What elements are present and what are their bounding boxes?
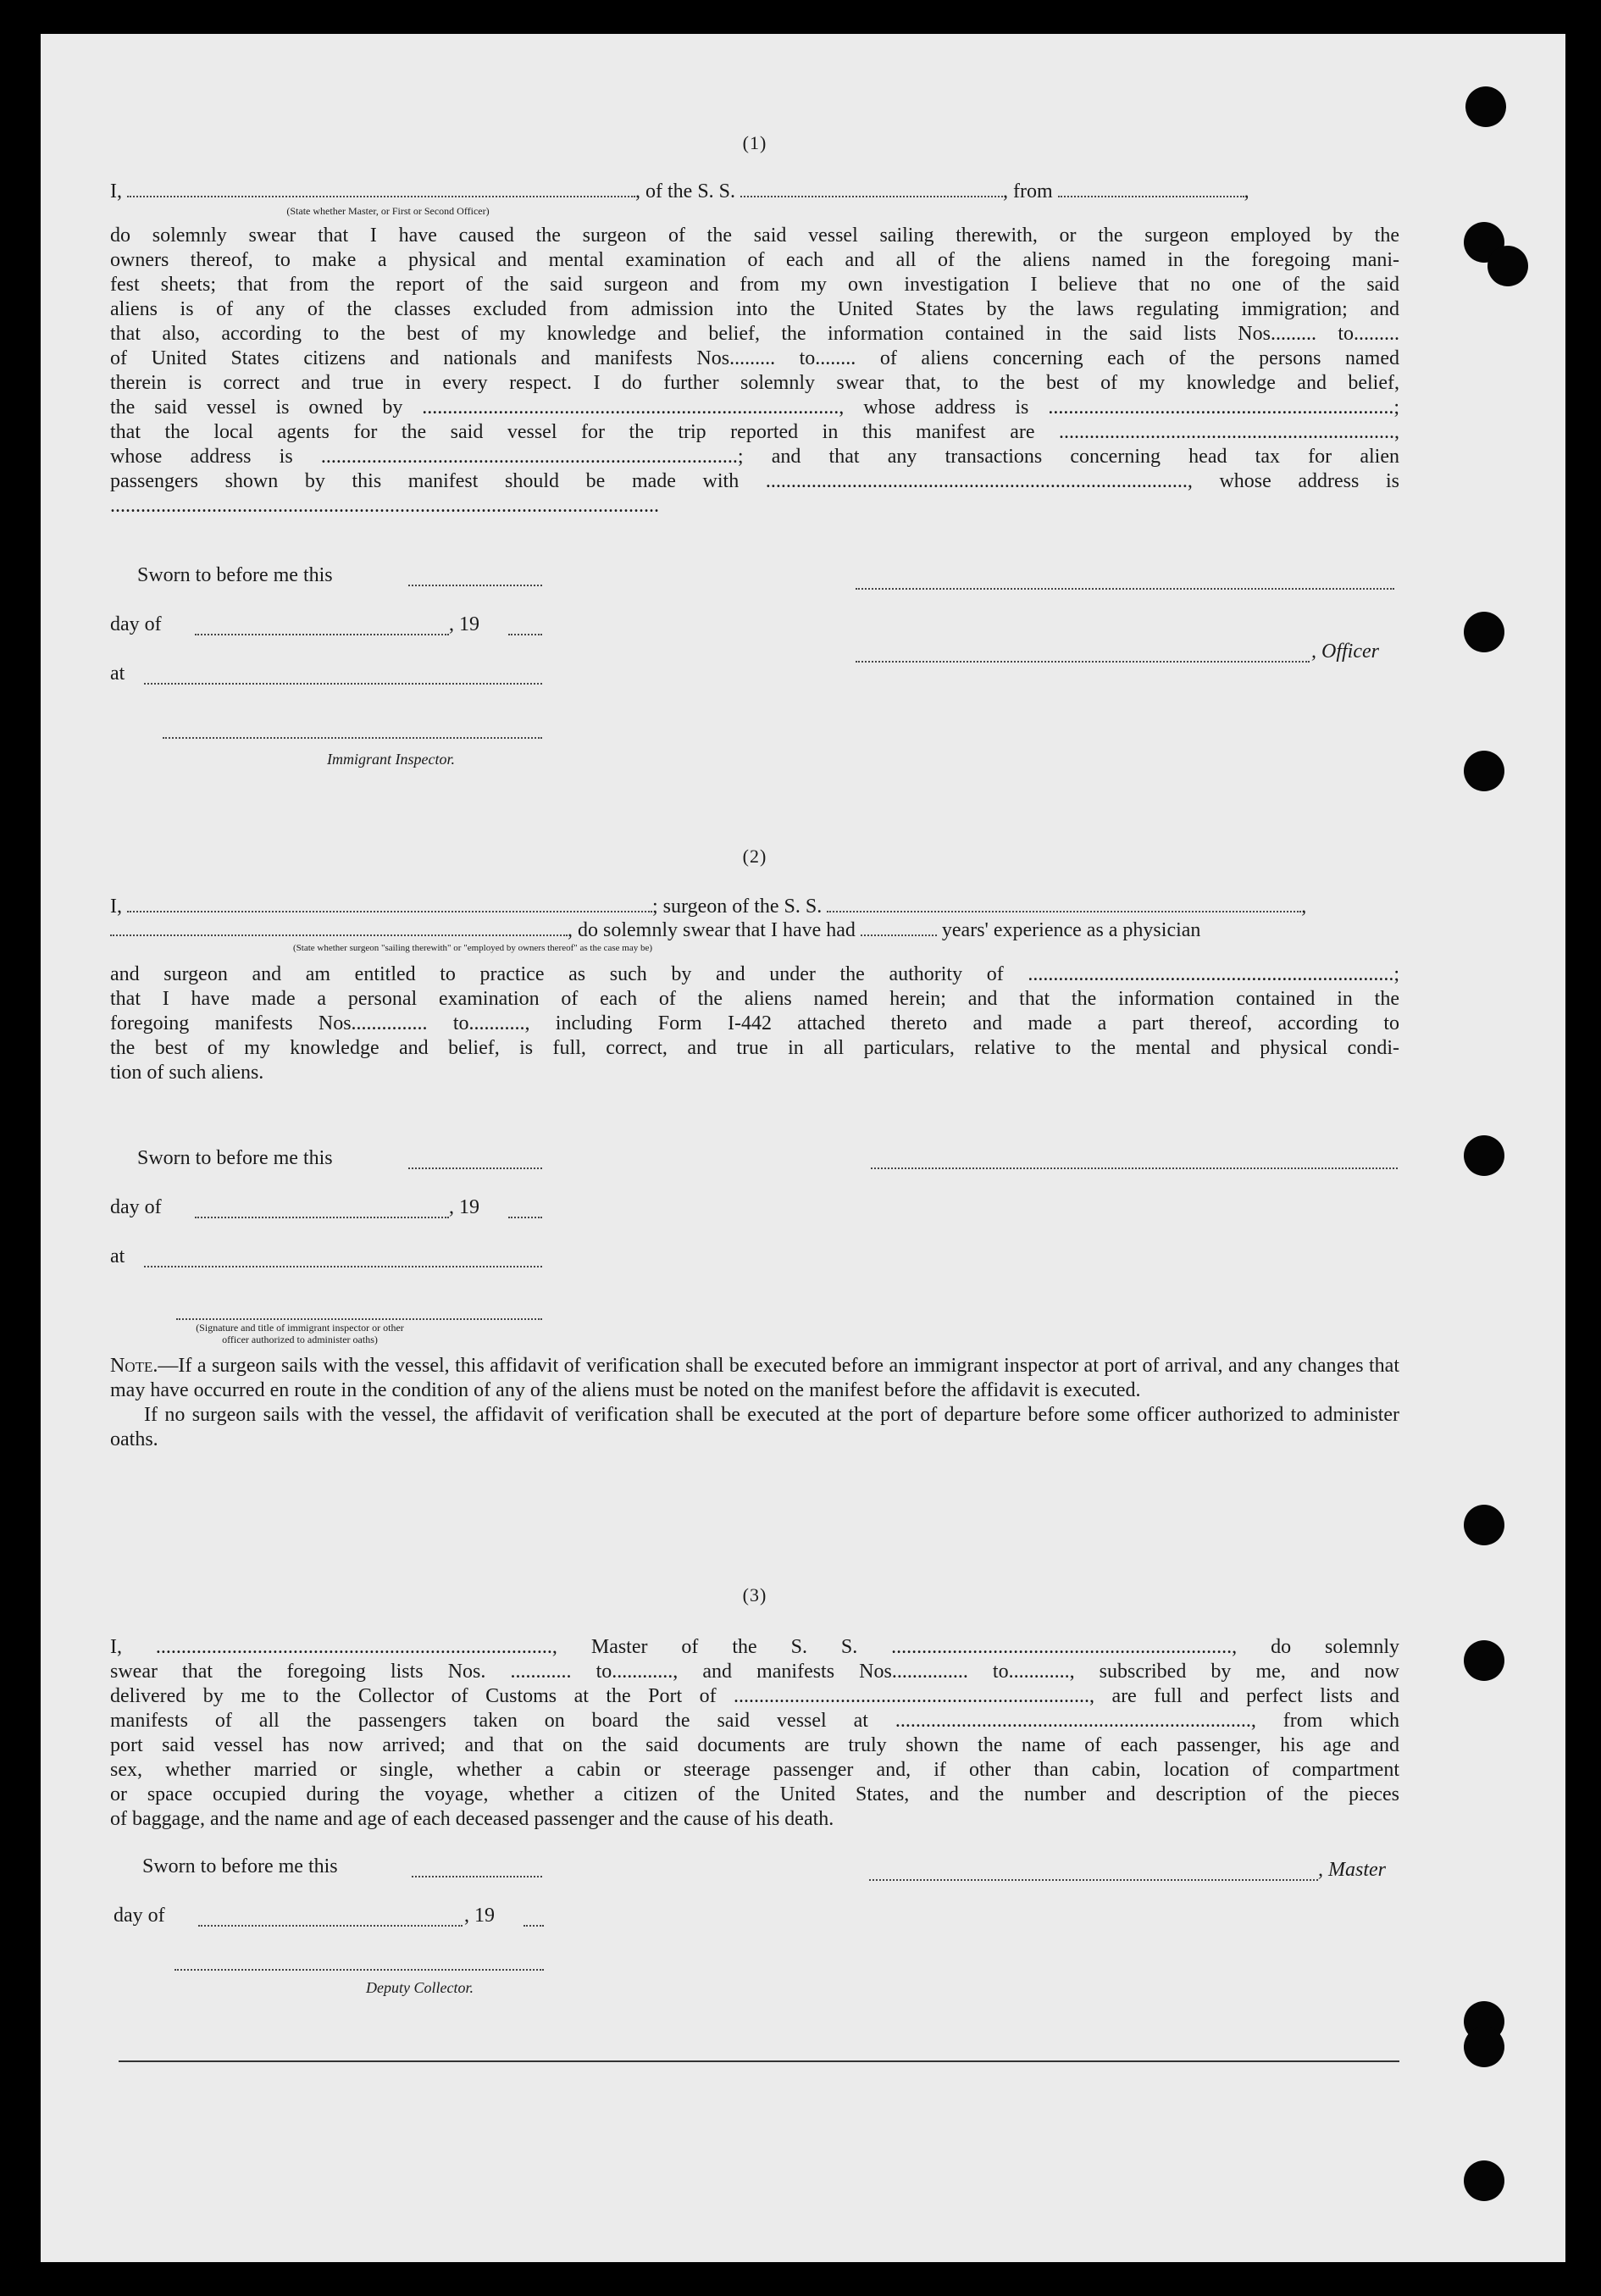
body-line: I, .............................................................................., Master of the S. S. ..................................................................., do solemnly: [110, 1636, 1399, 1658]
body-line: ............................................................................................................: [110, 495, 659, 517]
body-line: owners thereof, to make a physical and mental examination of each and all of the aliens named in the foregoing mani-: [110, 249, 1399, 271]
section-2-body: [110, 962, 1399, 1085]
master-signature-line[interactable]: [869, 1861, 1318, 1881]
body-line: delivered by me to the Collector of Customs at the Port of ......................................................................, are full and perfect lists and: [110, 1685, 1399, 1707]
text-i: I,: [110, 896, 122, 918]
note-block: [110, 1354, 1399, 1452]
body-line: therein is correct and true in every respect. I do further solemnly swear that, to the best of my knowledge and belief,: [110, 372, 1399, 394]
year-label-1: , 19: [449, 613, 479, 635]
text-years-experience: years' experience as a physician: [941, 919, 1201, 941]
day-of-field-3[interactable]: [198, 1906, 463, 1927]
section-2-line-2: [110, 918, 1399, 943]
officer-signature-line[interactable]: [856, 642, 1310, 663]
officer-label: , Officer: [1311, 641, 1379, 663]
body-line: foregoing manifests Nos............... to..........., including Form I-442 attached thereto and made a part thereof, according to: [110, 1012, 1399, 1034]
vessel-name-field[interactable]: [740, 180, 1003, 197]
text-do-solemnly: , do solemnly swear that I have had: [568, 919, 856, 941]
body-line: that I have made a personal examination of each of the aliens named herein; and that the information contained in the: [110, 988, 1399, 1010]
day-of-label-1: day of: [110, 613, 162, 635]
inspector-signature-line-2[interactable]: [176, 1300, 542, 1320]
collector-caption: Deputy Collector.: [366, 1979, 474, 1996]
punch-hole: [1464, 2027, 1504, 2067]
section-3-body: [110, 1635, 1399, 1832]
year-field-2[interactable]: [508, 1198, 542, 1218]
form-page: [41, 34, 1565, 2262]
years-experience-field[interactable]: [861, 919, 937, 936]
body-line: that the local agents for the said vessel for the trip reported in this manifest are ..................................................................,: [110, 421, 1399, 443]
text-from: , from: [1003, 180, 1053, 202]
surgeon-status-field[interactable]: [110, 919, 568, 936]
body-line: fest sheets; that from the report of the said surgeon and from my own investigation I believe that no one of the said: [110, 274, 1399, 296]
sworn-label-1: Sworn to before me this: [137, 564, 333, 586]
year-field-3[interactable]: [524, 1906, 544, 1927]
section-3-number: (3): [742, 1584, 767, 1606]
section-1-first-line: I, , of the S. S. , from ,: [110, 180, 1249, 202]
sworn-label-3: Sworn to before me this: [142, 1855, 338, 1877]
body-line: of United States citizens and nationals and manifests Nos......... to........ of aliens concerning each of the persons named: [110, 347, 1399, 369]
caption-master: (State whether Master, or First or Second Officer): [286, 205, 490, 217]
punch-hole: [1464, 1505, 1504, 1545]
body-line: or space occupied during the voyage, whether a citizen of the United States, and the number and description of the pieces: [110, 1783, 1399, 1805]
section-2-line-1: I, ; surgeon of the S. S. ,: [110, 896, 1307, 918]
body-line: swear that the foregoing lists Nos. ............ to............, and manifests Nos............... to............, subscribed by me, and now: [110, 1661, 1399, 1683]
body-line: the best of my knowledge and belief, is full, correct, and true in all particulars, relative to the mental and physical condi-: [110, 1037, 1399, 1059]
punch-hole: [1465, 86, 1506, 127]
master-label: , Master: [1318, 1859, 1386, 1881]
body-line: whose address is ..................................................................................; and that any transactions concerning head tax for alien: [110, 446, 1399, 468]
note-text-2: If no surgeon sails with the vessel, the affidavit of verification shall be executed at the port of departure before some officer authorized to administer oaths.: [110, 1404, 1399, 1450]
note-text: —If a surgeon sails with the vessel, this affidavit of verification shall be executed before an immigrant inspector at port of arrival, and any changes that may have occurred en route in the condition of any of the aliens must be noted on the manifest before the affidavit is executed.: [110, 1355, 1399, 1401]
body-line: and surgeon and am entitled to practice as such by and under the authority of ........................................................................;: [110, 963, 1399, 985]
master-name-field[interactable]: [127, 180, 635, 197]
body-line: passengers shown by this manifest should be made with ..................................................................................., whose address is: [110, 470, 1399, 492]
at-field-2[interactable]: [144, 1247, 542, 1267]
body-line: sex, whether married or single, whether a cabin or steerage passenger and, if other than cabin, location of compartment: [110, 1759, 1399, 1781]
body-line: manifests of all the passengers taken on board the said vessel at ......................................................................, from which: [110, 1710, 1399, 1732]
collector-signature-line[interactable]: [175, 1950, 544, 1971]
text-of-ss: , of the S. S.: [635, 180, 736, 202]
day-of-field-2[interactable]: [195, 1198, 449, 1218]
sworn-date-field-3[interactable]: [412, 1857, 542, 1877]
surgeon-signature-line[interactable]: [871, 1149, 1398, 1169]
caption-signature-title: (Signature and title of immigrant inspector or other officer authorized to administer oaths): [196, 1322, 404, 1345]
body-line: port said vessel has now arrived; and that on the said documents are truly shown the name of each passenger, his age and: [110, 1734, 1399, 1756]
year-label-3: , 19: [464, 1905, 495, 1927]
inspector-signature-line[interactable]: [163, 718, 542, 739]
punch-hole: [1464, 612, 1504, 652]
text-i: I,: [110, 180, 122, 202]
sworn-date-field-2[interactable]: [408, 1149, 542, 1169]
officer-top-line[interactable]: [856, 569, 1394, 590]
punch-hole: [1464, 751, 1504, 791]
body-line: do solemnly swear that I have caused the surgeon of the said vessel sailing therewith, or the surgeon employed by the: [110, 225, 1399, 247]
punch-hole: [1464, 2160, 1504, 2201]
surgeon-vessel-field[interactable]: [827, 896, 1301, 912]
day-of-label-2: day of: [110, 1196, 162, 1218]
year-label-2: , 19: [449, 1196, 479, 1218]
at-label-1: at: [110, 663, 125, 685]
section-2-number: (2): [742, 846, 767, 867]
body-line: the said vessel is owned by .................................................................................., whose address is ....................................................................;: [110, 397, 1399, 419]
body-line: tion of such aliens.: [110, 1062, 264, 1084]
punch-hole: [1464, 1640, 1504, 1681]
punch-hole: [1487, 246, 1528, 286]
day-of-label-3: day of: [114, 1905, 165, 1927]
punch-hole: [1464, 1135, 1504, 1176]
section-1-number: (1): [742, 132, 767, 153]
caption-surgeon: (State whether surgeon "sailing therewith" or "employed by owners thereof" as the case may be): [292, 943, 652, 953]
body-line: that also, according to the best of my knowledge and belief, the information contained in the said lists Nos......... to.........: [110, 323, 1399, 345]
from-port-field[interactable]: [1058, 180, 1244, 197]
year-field-1[interactable]: [508, 615, 542, 635]
text-surgeon-of-ss: ; surgeon of the S. S.: [652, 896, 823, 918]
at-field-1[interactable]: [144, 664, 542, 685]
body-line: aliens is of any of the classes excluded from admission into the United States by the laws regulating immigration; and: [110, 298, 1399, 320]
bottom-rule: [119, 2060, 1399, 2062]
note-label: Note.: [110, 1355, 158, 1377]
surgeon-name-field[interactable]: [127, 896, 652, 912]
at-label-2: at: [110, 1245, 125, 1267]
day-of-field-1[interactable]: [195, 615, 449, 635]
body-line: of baggage, and the name and age of each deceased passenger and the cause of his death.: [110, 1808, 834, 1830]
sworn-label-2: Sworn to before me this: [137, 1147, 333, 1169]
sworn-date-field-1[interactable]: [408, 566, 542, 586]
section-1-body: [110, 224, 1399, 519]
inspector-caption: Immigrant Inspector.: [327, 751, 455, 768]
